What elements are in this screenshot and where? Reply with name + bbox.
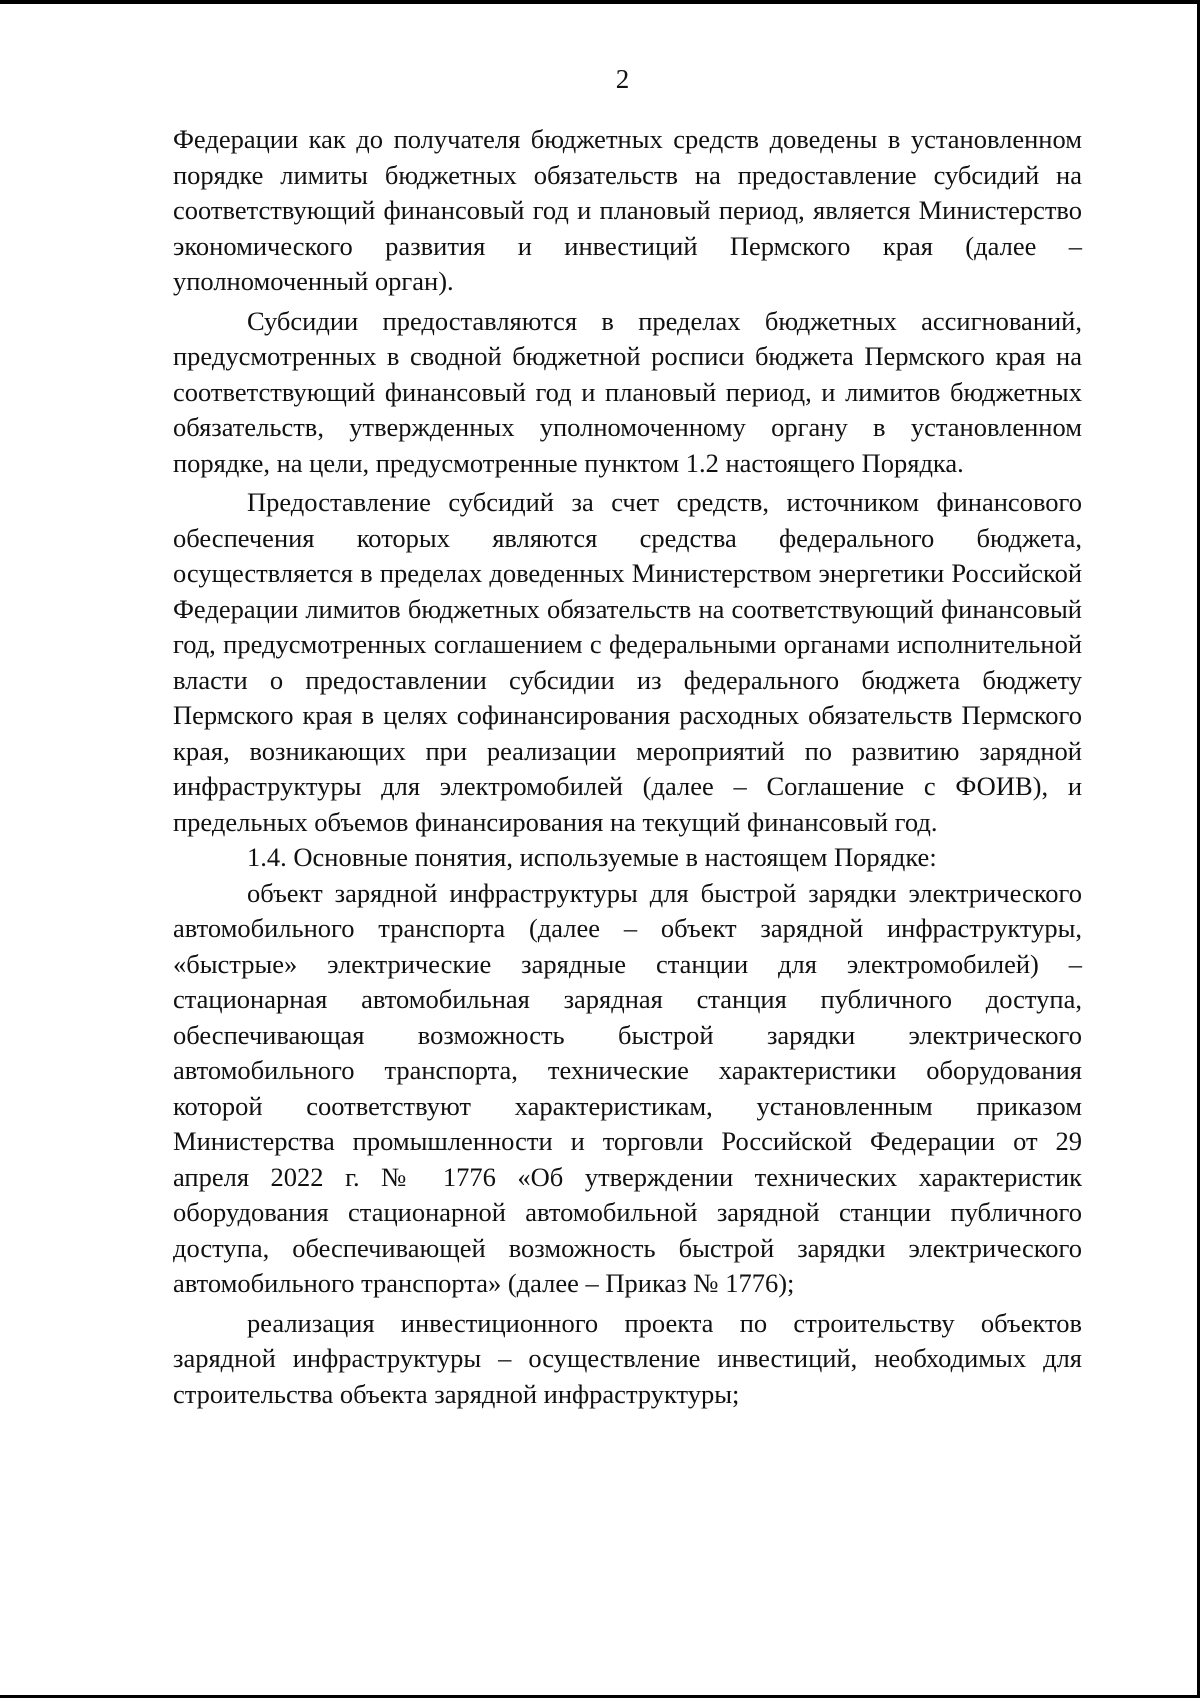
paragraph-subsidy-limits: Субсидии предоставляются в пределах бюджетных ассигнований, предусмотренных в сводной бюджетной росписи бюджета Пермского края на соответствующий финансовый год и плановый период, и лимитов бюджетных обязательств, утвержденных уполномоченному органу в установленном порядке, на цели, предусмотренные пунктом 1.2 настоящего Порядка. [173, 305, 1082, 478]
paragraph-continuation: Федерации как до получателя бюджетных средств доведены в установленном порядке лимиты бюджетных обязательств на предоставление субсидий на соответствующий финансовый год и плановый период, является Министерство экономического развития и инвестиций Пермского края (далее – уполномоченный орган). [173, 124, 1082, 296]
paragraph-definition-charging-object: объект зарядной инфраструктуры для быстрой зарядки электрического автомобильного транспорта (далее – объект зарядной инфраструктуры, «быстрые» электрические зарядные станции для электромобилей) – стационарная автомобильная зарядная станция публичного доступа, обеспечивающая возможность быстрой зарядки электрического автомобильного транспорта, технические характеристики оборудования которой соответствуют характеристикам, установленным приказом Министерства промышленности и торговли Российской Федерации от 29 апреля 2022 г. № 1776 «Об утверждении технических характеристик оборудования стационарной автомобильной зарядной станции публичного доступа, обеспечивающей возможность быстрой зарядки электрического автомобильного транспорта» (далее – Приказ № 1776); [173, 877, 1082, 1298]
paragraph-definition-investment-project: реализация инвестиционного проекта по строительству объектов зарядной инфраструктуры – осуществление инвестиций, необходимых для строительства объекта зарядной инфраструктуры; [173, 1307, 1082, 1409]
page-number: 2 [615, 64, 630, 94]
scan-edge-top [0, 0, 1200, 4]
document-body [173, 122, 1082, 1416]
paragraph-federal-funding: Предоставление субсидий за счет средств, источником финансового обеспечения которых являются средства федерального бюджета, осуществляется в пределах доведенных Министерством энергетики Российской Федерации лимитов бюджетных обязательств на соответствующий финансовый год, предусмотренных соглашением с федеральными органами исполнительной власти о предоставлении субсидии из федерального бюджета бюджету Пермского края в целях софинансирования расходных обязательств Пермского края, возникающих при реализации мероприятий по развитию зарядной инфраструктуры для электромобилей (далее – Соглашение с ФОИВ), и предельных объемов финансирования на текущий финансовый год. [173, 487, 1082, 837]
paragraph-definitions-heading: 1.4. Основные понятия, используемые в настоящем Порядке: [247, 842, 937, 872]
